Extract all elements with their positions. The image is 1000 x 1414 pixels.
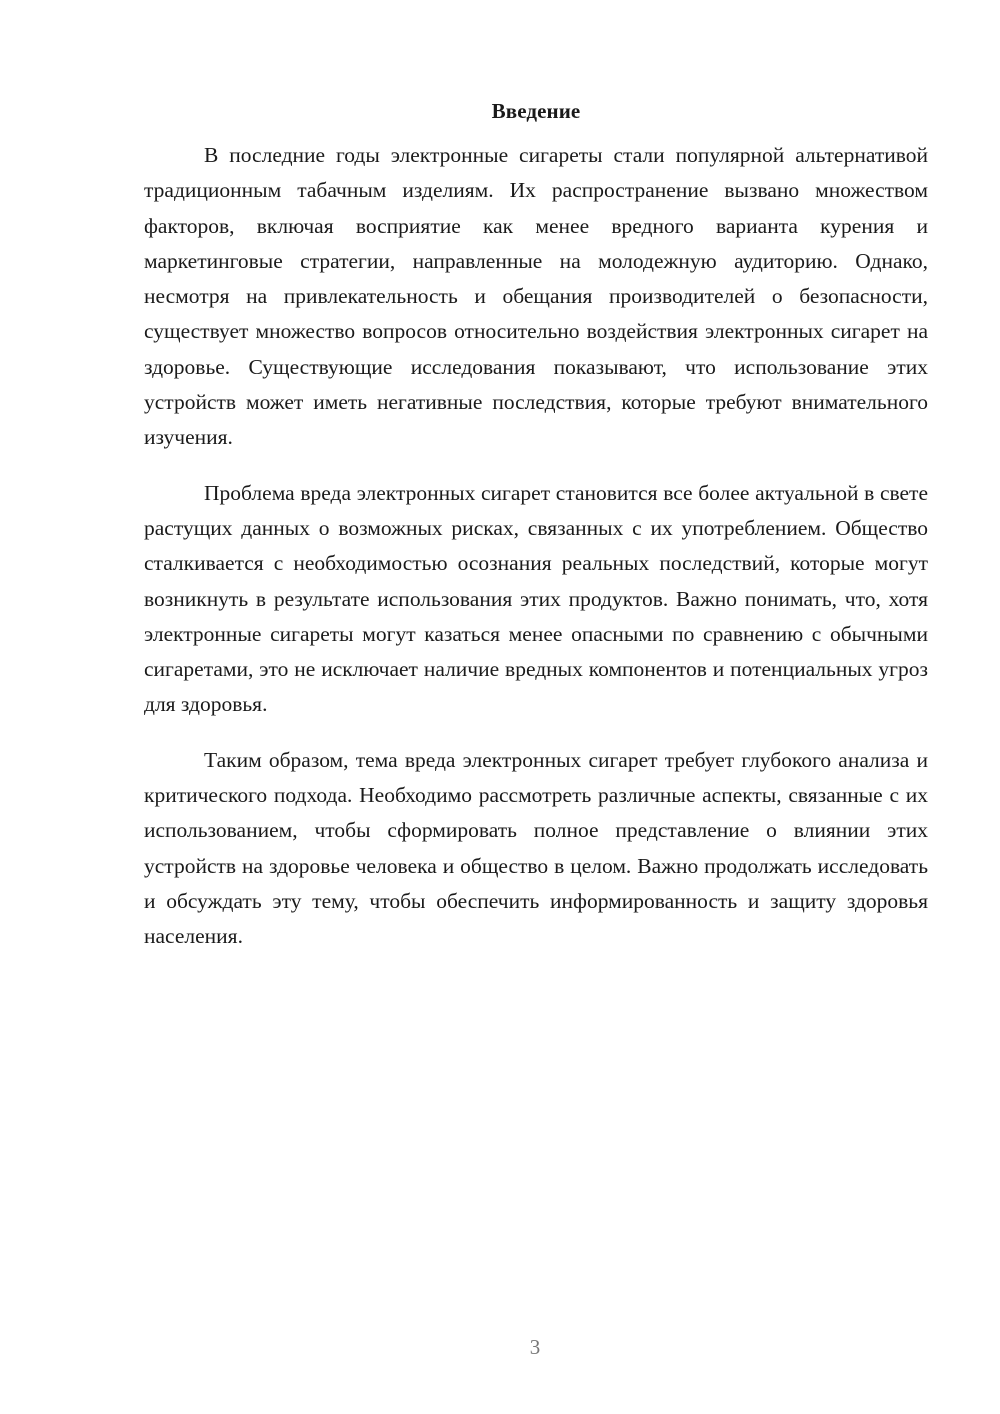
page-content <box>144 96 928 975</box>
paragraph-1: В последние годы электронные сигареты стали популярной альтернативой традиционным табачным изделиям. Их распространение вызвано множеством факторов, включая восприятие как менее вредного варианта курения и маркетинговые стратегии, направленные на молодежную аудиторию. Однако, несмотря на привлекательность и обещания производителей о безопасности, существует множество вопросов относительно воздействия электронных сигарет на здоровье. Существующие исследования показывают, что использование этих устройств может иметь негативные последствия, которые требуют внимательного изучения. <box>144 143 928 450</box>
page-number: 3 <box>529 1335 541 1359</box>
section-heading: Введение <box>491 99 581 123</box>
paragraph-3: Таким образом, тема вреда электронных сигарет требует глубокого анализа и критического подхода. Необходимо рассмотреть различные аспекты, связанные с их использованием, чтобы сформировать полное представление о влиянии этих устройств на здоровье человека и общество в целом. Важно продолжать исследовать и обсуждать эту тему, чтобы обеспечить информированность и защиту здоровья населения. <box>144 747 928 949</box>
paragraph-2: Проблема вреда электронных сигарет становится все более актуальной в свете растущих данных о возможных рисках, связанных с их употреблением. Общество сталкивается с необходимостью осознания реальных последствий, которые могут возникнуть в результате использования этих продуктов. Важно понимать, что, хотя электронные сигареты могут казаться менее опасными по сравнению с обычными сигаретами, это не исключает наличие вредных компонентов и потенциальных угроз для здоровья. <box>144 480 928 717</box>
